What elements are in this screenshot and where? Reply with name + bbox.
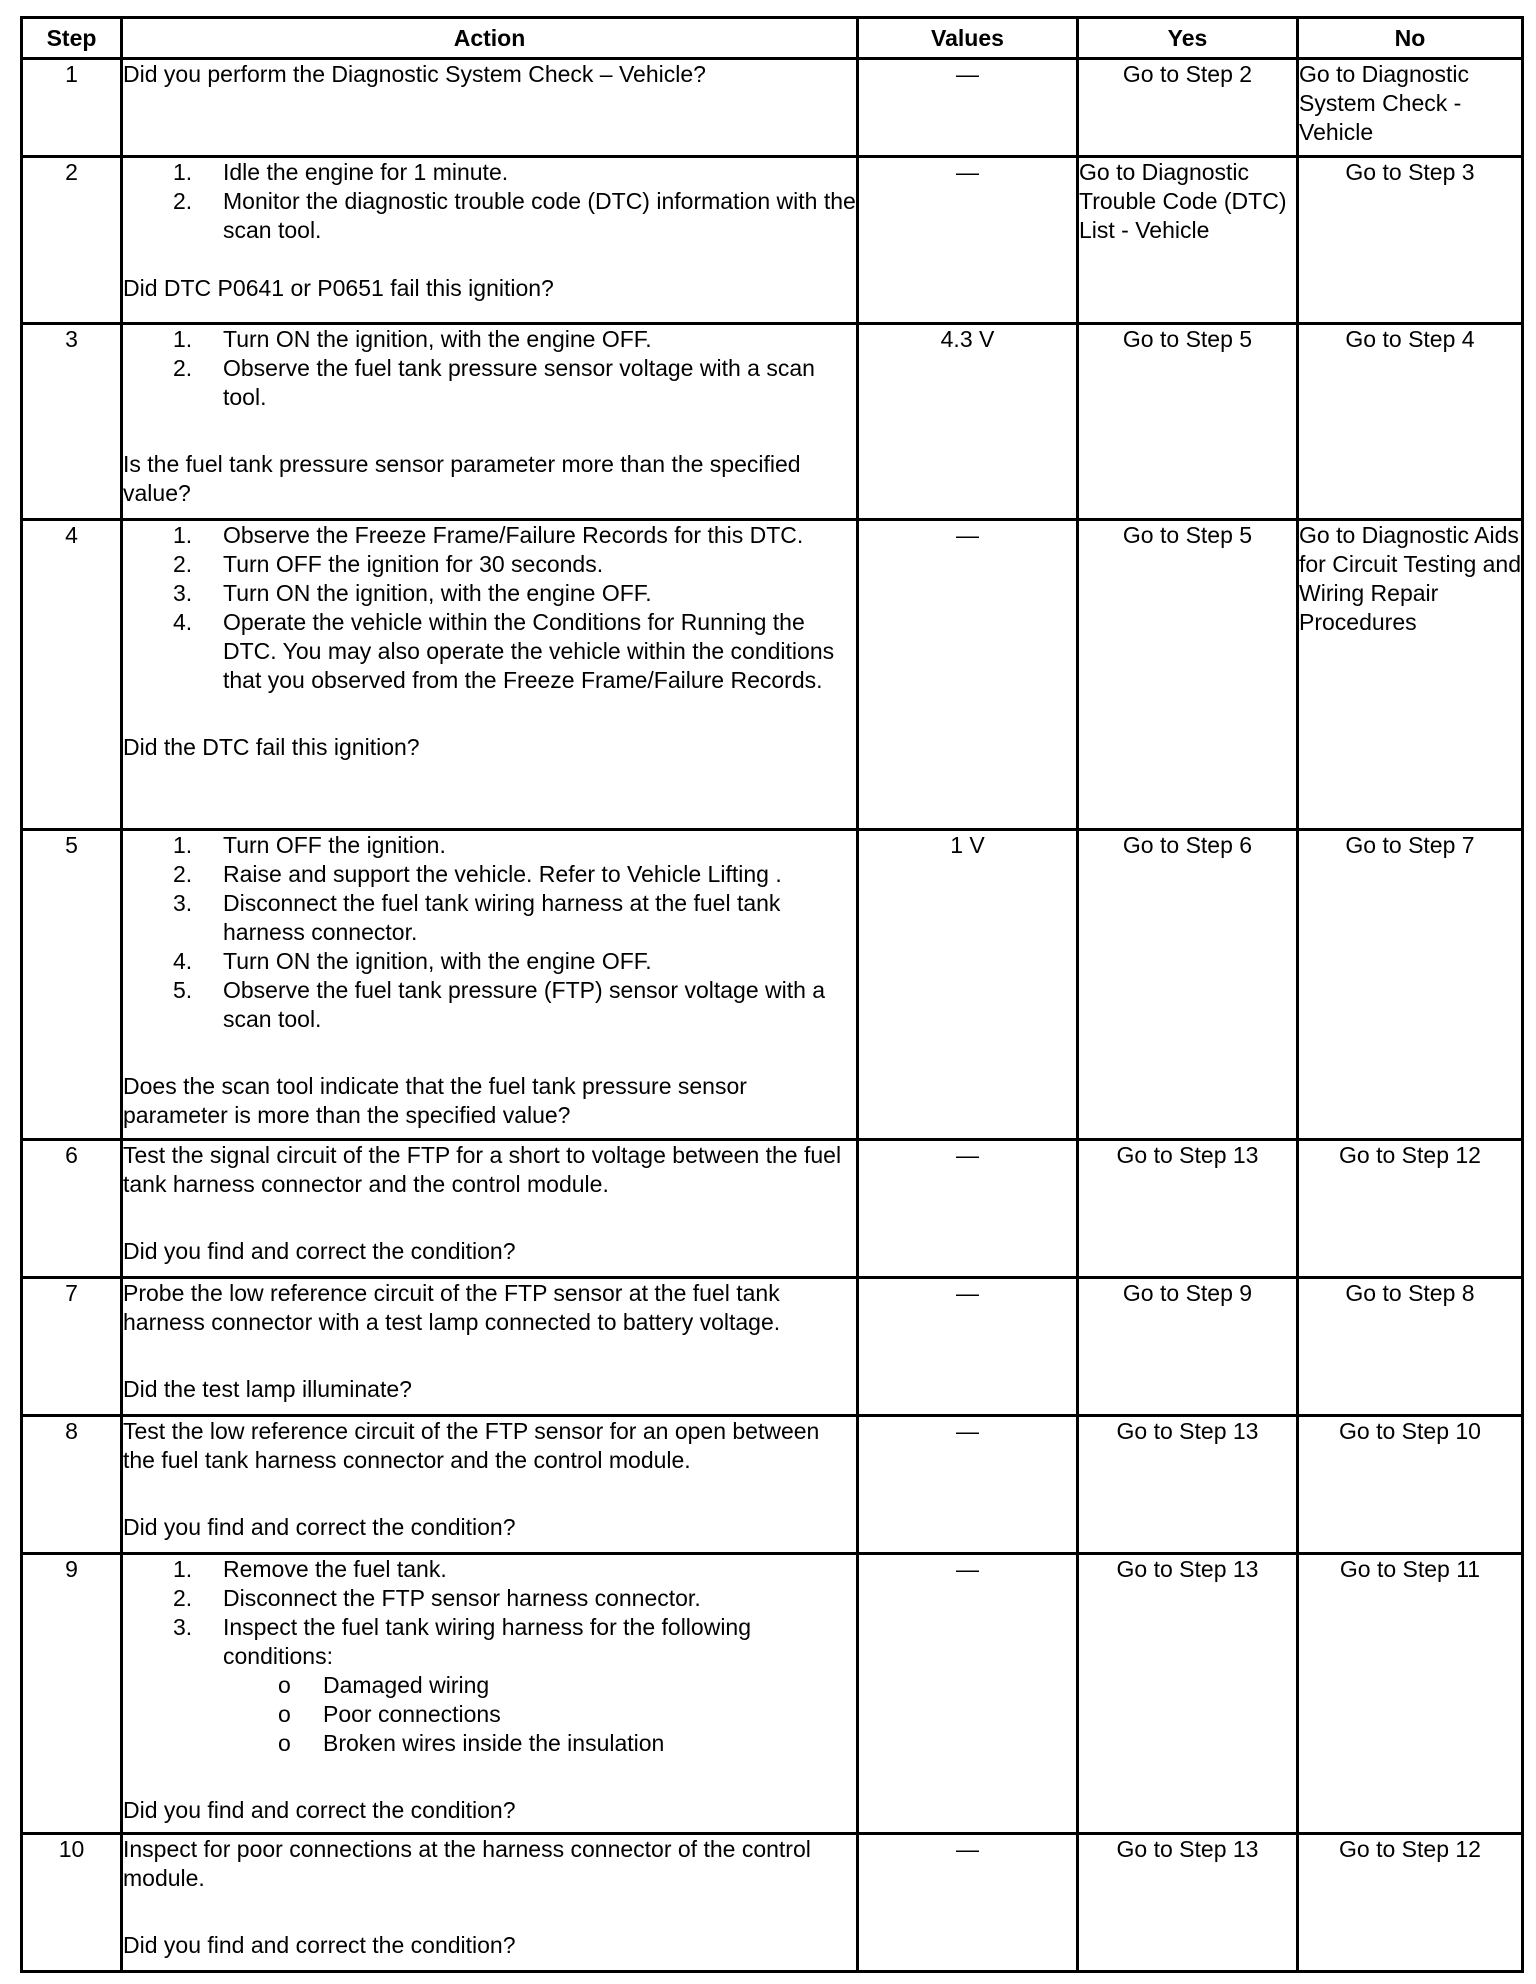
yes-cell: Go to Diagnostic Trouble Code (DTC) List - Vehicle xyxy=(1078,157,1298,324)
yes-cell: Go to Step 13 xyxy=(1078,1416,1298,1554)
action-cell xyxy=(122,59,858,157)
table-row xyxy=(22,59,1523,157)
action-question: Did you find and correct the condition? xyxy=(123,1797,516,1823)
list-item: o Damaged wiring xyxy=(278,1672,490,1698)
action-cell xyxy=(122,1416,858,1554)
value-cell: — xyxy=(858,157,1078,324)
table-row xyxy=(22,1416,1523,1554)
action-cell xyxy=(122,520,858,830)
yes-cell: Go to Step 13 xyxy=(1078,1554,1298,1834)
action-cell xyxy=(122,157,858,324)
action-steps-list xyxy=(123,831,856,1034)
header-action: Action xyxy=(122,18,858,59)
action-cell xyxy=(122,1278,858,1416)
header-no: No xyxy=(1298,18,1523,59)
step-number: 6 xyxy=(22,1140,122,1278)
action-cell xyxy=(122,1554,858,1834)
action-question: Did DTC P0641 or P0651 fail this ignition? xyxy=(123,275,554,301)
step-number: 10 xyxy=(22,1834,122,1972)
action-text: Did you perform the Diagnostic System Check – Vehicle? xyxy=(123,61,706,87)
table-row xyxy=(22,1278,1523,1416)
list-item: 3. Turn ON the ignition, with the engine OFF. xyxy=(173,580,652,606)
yes-cell: Go to Step 2 xyxy=(1078,59,1298,157)
no-cell: Go to Step 4 xyxy=(1298,324,1523,520)
condition-sublist xyxy=(223,1671,856,1758)
table-row xyxy=(22,1554,1523,1834)
no-cell: Go to Step 11 xyxy=(1298,1554,1523,1834)
table-row xyxy=(22,157,1523,324)
no-cell: Go to Diagnostic System Check - Vehicle xyxy=(1298,59,1523,157)
diagnostic-table xyxy=(20,16,1524,1973)
no-cell: Go to Step 12 xyxy=(1298,1140,1523,1278)
yes-cell: Go to Step 13 xyxy=(1078,1140,1298,1278)
action-question: Did you find and correct the condition? xyxy=(123,1514,516,1540)
header-values: Values xyxy=(858,18,1078,59)
action-text: Test the low reference circuit of the FTP sensor for an open between the fuel tank harness connector and the control module. xyxy=(123,1418,820,1473)
no-cell: Go to Step 7 xyxy=(1298,830,1523,1140)
list-item: 3. Disconnect the fuel tank wiring harness at the fuel tank harness connector. xyxy=(173,890,781,945)
table-row xyxy=(22,1834,1523,1972)
step-number: 5 xyxy=(22,830,122,1140)
action-steps-list xyxy=(123,325,856,412)
action-cell xyxy=(122,1834,858,1972)
action-question: Did the DTC fail this ignition? xyxy=(123,734,420,760)
action-question: Does the scan tool indicate that the fuel tank pressure sensor parameter is more than the specified value? xyxy=(123,1073,747,1128)
header-step: Step xyxy=(22,18,122,59)
step-number: 2 xyxy=(22,157,122,324)
action-question: Did the test lamp illuminate? xyxy=(123,1376,412,1402)
action-text: Inspect for poor connections at the harness connector of the control module. xyxy=(123,1836,811,1891)
table-row xyxy=(22,1140,1523,1278)
step-number: 7 xyxy=(22,1278,122,1416)
action-text: Probe the low reference circuit of the FTP sensor at the fuel tank harness connector with a test lamp connected to battery voltage. xyxy=(123,1280,781,1335)
table-header-row xyxy=(22,18,1523,59)
list-item: 1. Remove the fuel tank. xyxy=(173,1556,447,1582)
list-item: 4. Turn ON the ignition, with the engine OFF. xyxy=(173,948,652,974)
yes-cell: Go to Step 6 xyxy=(1078,830,1298,1140)
list-item: 2. Raise and support the vehicle. Refer to Vehicle Lifting . xyxy=(173,861,782,887)
list-item: 1. Observe the Freeze Frame/Failure Records for this DTC. xyxy=(173,522,804,548)
value-cell: — xyxy=(858,1140,1078,1278)
list-item: 2. Monitor the diagnostic trouble code (DTC) information with the scan tool. xyxy=(173,188,856,243)
list-item: 2. Disconnect the FTP sensor harness connector. xyxy=(173,1585,701,1611)
no-cell: Go to Step 10 xyxy=(1298,1416,1523,1554)
yes-cell: Go to Step 5 xyxy=(1078,520,1298,830)
table-row xyxy=(22,324,1523,520)
no-cell: Go to Step 3 xyxy=(1298,157,1523,324)
action-cell xyxy=(122,1140,858,1278)
diagnostic-table-page xyxy=(20,16,1521,1973)
step-number: 1 xyxy=(22,59,122,157)
list-item: 1. Idle the engine for 1 minute. xyxy=(173,159,509,185)
action-cell xyxy=(122,830,858,1140)
no-cell: Go to Diagnostic Aids for Circuit Testing and Wiring Repair Procedures xyxy=(1298,520,1523,830)
step-number: 4 xyxy=(22,520,122,830)
list-item: o Poor connections xyxy=(278,1701,501,1727)
action-steps-list xyxy=(123,1555,856,1758)
value-cell: — xyxy=(858,59,1078,157)
value-cell: — xyxy=(858,1554,1078,1834)
value-cell: — xyxy=(858,1416,1078,1554)
header-yes: Yes xyxy=(1078,18,1298,59)
no-cell: Go to Step 12 xyxy=(1298,1834,1523,1972)
list-item: 3. Inspect the fuel tank wiring harness for the following conditions: o Damaged wiring o Poor connections o Broken wires inside the insulation xyxy=(223,1613,856,1758)
value-cell: — xyxy=(858,520,1078,830)
list-item: 2. Turn OFF the ignition for 30 seconds. xyxy=(173,551,604,577)
list-item: 1. Turn ON the ignition, with the engine OFF. xyxy=(173,326,652,352)
action-steps-list xyxy=(123,521,856,695)
value-cell: — xyxy=(858,1834,1078,1972)
yes-cell: Go to Step 5 xyxy=(1078,324,1298,520)
action-text: Test the signal circuit of the FTP for a short to voltage between the fuel tank harness connector and the control module. xyxy=(123,1142,842,1197)
action-question: Did you find and correct the condition? xyxy=(123,1238,516,1264)
action-steps-list xyxy=(123,158,856,245)
list-item: 2. Observe the fuel tank pressure sensor voltage with a scan tool. xyxy=(173,355,815,410)
yes-cell: Go to Step 13 xyxy=(1078,1834,1298,1972)
action-question: Is the fuel tank pressure sensor parameter more than the specified value? xyxy=(123,451,801,506)
list-item: 1. Turn OFF the ignition. xyxy=(173,832,446,858)
list-item: o Broken wires inside the insulation xyxy=(278,1730,665,1756)
table-row xyxy=(22,830,1523,1140)
table-row xyxy=(22,520,1523,830)
value-cell: — xyxy=(858,1278,1078,1416)
value-cell: 1 V xyxy=(858,830,1078,1140)
value-cell: 4.3 V xyxy=(858,324,1078,520)
no-cell: Go to Step 8 xyxy=(1298,1278,1523,1416)
yes-cell: Go to Step 9 xyxy=(1078,1278,1298,1416)
step-number: 9 xyxy=(22,1554,122,1834)
action-question: Did you find and correct the condition? xyxy=(123,1932,516,1958)
list-item: 4. Operate the vehicle within the Conditions for Running the DTC. You may also operate the vehicle within the conditions that you observed from the Freeze Frame/Failure Records. xyxy=(173,609,835,693)
step-number: 8 xyxy=(22,1416,122,1554)
list-item: 5. Observe the fuel tank pressure (FTP) sensor voltage with a scan tool. xyxy=(173,977,826,1032)
step-number: 3 xyxy=(22,324,122,520)
action-cell xyxy=(122,324,858,520)
